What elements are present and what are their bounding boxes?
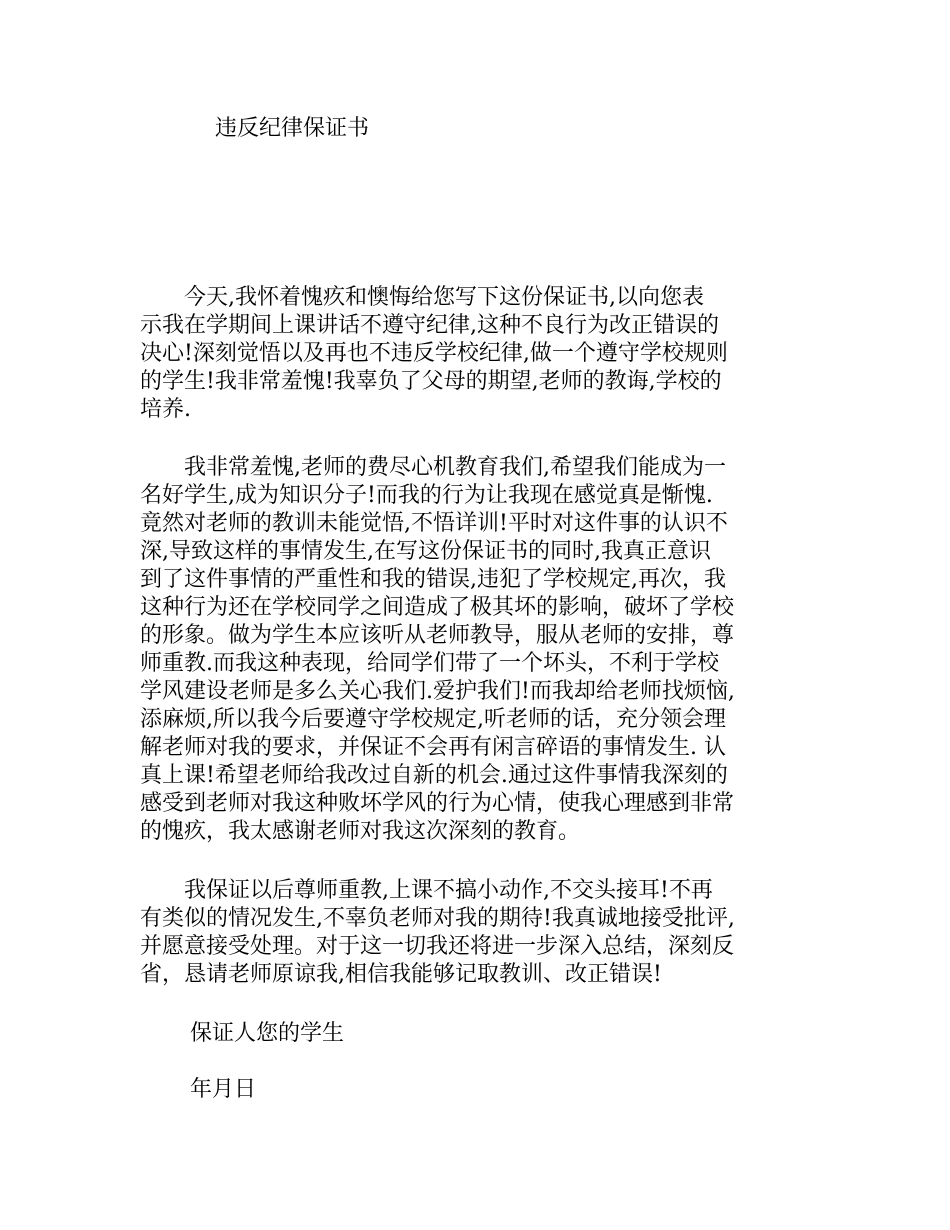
paragraph2-line: 添麻烦,所以我今后要遵守学校规定,听老师的话，充分领会理 [140,707,726,732]
paragraph1-line: 的学生!我非常羞愧!我辜负了父母的期望,老师的教诲,学校的 [140,369,722,394]
paragraph2-line: 深,导致这样的事情发生,在写这份保证书的同时,我真正意识 [140,539,711,564]
paragraph2-line: 这种行为还在学校同学之间造成了极其坏的影响，破坏了学校 [140,595,735,620]
paragraph3-line: 并愿意接受处理。对于这一切我还将进一步深入总结，深刻反 [140,934,735,959]
paragraph2-line: 的愧疚，我太感谢老师对我这次深刻的教育。 [140,819,581,844]
paragraph2-line: 我非常羞愧,老师的费尽心机教育我们,希望我们能成为一 [140,455,726,480]
paragraph2-line: 感受到老师对我这种败坏学风的行为心情，使我心理感到非常 [140,791,735,816]
paragraph3-line: 有类似的情况发生,不辜负老师对我的期待!我真诚地接受批评, [140,906,735,931]
paragraph2-line: 真上课!希望老师给我改过自新的机会.通过这件事情我深刻的 [140,763,728,788]
paragraph2-line: 名好学生,成为知识分子!而我的行为让我现在感觉真是惭愧. [140,483,713,508]
paragraph3-line: 我保证以后尊师重教,上课不搞小动作,不交头接耳!不再 [140,878,713,903]
paragraph2-line: 解老师对我的要求，并保证不会再有闲言碎语的事情发生. 认 [140,735,726,760]
paragraph2-line: 竟然对老师的教训未能觉悟,不悟详训!平时对这件事的认识不 [140,511,728,536]
paragraph1-line: 今天,我怀着愧疚和懊悔给您写下这份保证书,以向您表 [140,285,704,310]
signature-line: 保证人您的学生 [190,1021,345,1046]
date-line: 年月日 [190,1077,257,1102]
paragraph1-line: 决心!深刻觉悟以及再也不违反学校纪律,做一个遵守学校规则 [140,341,728,366]
paragraph2-line: 的形象。做为学生本应该听从老师教导，服从老师的安排，尊 [140,623,735,648]
paragraph2-line: 到了这件事情的严重性和我的错误,违犯了学校规定,再次，我 [140,567,726,592]
document-title: 违反纪律保证书 [215,116,370,141]
paragraph1-line: 培养. [140,397,191,422]
paragraph3-line: 省，恳请老师原谅我,相信我能够记取教训、改正错误! [140,962,662,987]
paragraph1-line: 示我在学期间上课讲话不遵守纪律,这种不良行为改正错误的 [140,313,719,338]
paragraph2-line: 学风建设老师是多么关心我们.爱护我们!而我却给老师找烦恼, [140,679,735,704]
paragraph2-line: 师重教.而我这种表现，给同学们带了一个坏头，不利于学校 [140,651,719,676]
